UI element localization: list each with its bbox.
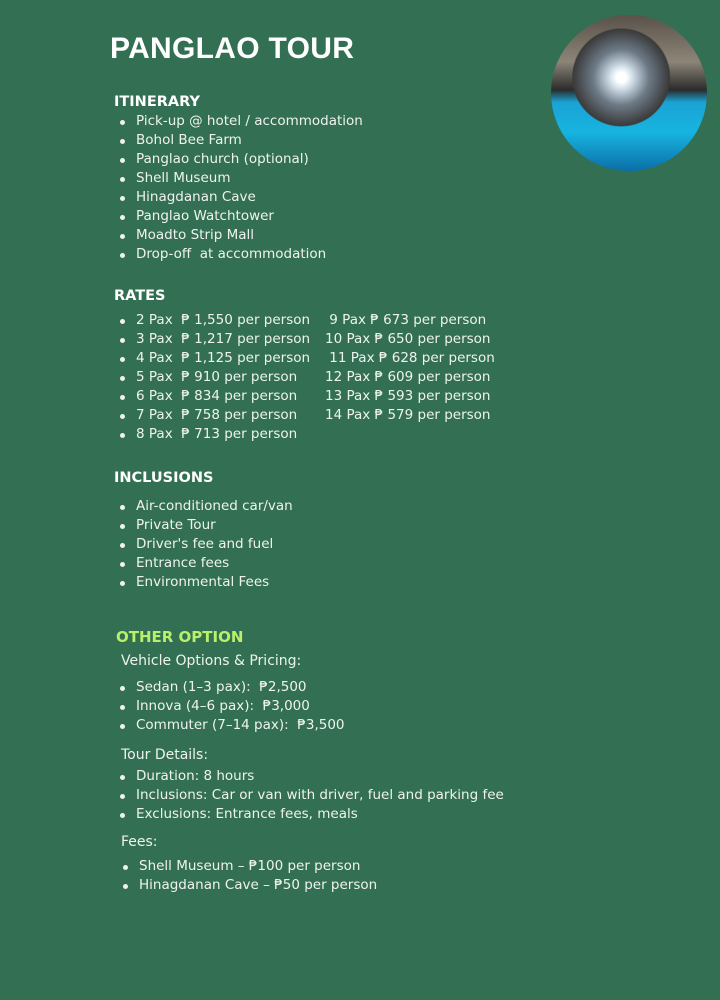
rates-list-left [112, 311, 310, 444]
list-item: 5 Pax ₱ 910 per person [112, 368, 310, 387]
list-item: Air-conditioned car/van [112, 497, 293, 516]
list-item: Duration: 8 hours [112, 767, 504, 786]
list-item: Commuter (7–14 pax): ₱3,500 [112, 716, 345, 735]
list-item: Shell Museum [112, 169, 363, 188]
list-item: Shell Museum – ₱100 per person [115, 857, 377, 876]
list-item: Sedan (1–3 pax): ₱2,500 [112, 678, 345, 697]
list-item: 13 Pax ₱ 593 per person [325, 388, 491, 404]
rates-list-right [309, 311, 495, 425]
itinerary-heading: ITINERARY [114, 94, 200, 110]
cave-photo [551, 15, 707, 171]
fees-label: Fees: [121, 834, 158, 850]
list-item: 8 Pax ₱ 713 per person [112, 425, 310, 444]
list-item: 9 Pax ₱ 673 per person [325, 312, 487, 328]
list-item: Inclusions: Car or van with driver, fuel and parking fee [112, 786, 504, 805]
list-item: Hinagdanan Cave [112, 188, 363, 207]
list-item: Environmental Fees [112, 573, 293, 592]
list-item: Innova (4–6 pax): ₱3,000 [112, 697, 345, 716]
page-title: PANGLAO TOUR [110, 32, 355, 65]
list-item: 4 Pax ₱ 1,125 per person [112, 349, 310, 368]
list-item: Exclusions: Entrance fees, meals [112, 805, 504, 824]
list-item: Entrance fees [112, 554, 293, 573]
other-option-section [116, 628, 243, 646]
rates-heading: RATES [114, 288, 166, 304]
itinerary-section [114, 94, 363, 264]
itinerary-list [112, 112, 363, 264]
inclusions-list [112, 497, 293, 592]
list-item: 10 Pax ₱ 650 per person [325, 331, 491, 347]
list-item: 2 Pax ₱ 1,550 per person [112, 311, 310, 330]
tour-details-list [112, 767, 504, 824]
rates-section [114, 288, 166, 304]
vehicle-list [112, 678, 345, 735]
inclusions-section [114, 470, 213, 486]
other-option-heading: OTHER OPTION [116, 628, 244, 646]
list-item: Private Tour [112, 516, 293, 535]
list-item: Drop-off at accommodation [112, 245, 363, 264]
vehicle-options-label: Vehicle Options & Pricing: [121, 653, 302, 669]
list-item: Panglao church (optional) [112, 150, 363, 169]
list-item: Panglao Watchtower [112, 207, 363, 226]
list-item: 3 Pax ₱ 1,217 per person [112, 330, 310, 349]
list-item: 7 Pax ₱ 758 per person [112, 406, 310, 425]
list-item: 14 Pax ₱ 579 per person [325, 407, 491, 423]
inclusions-heading: INCLUSIONS [114, 470, 214, 486]
fees-list [115, 857, 377, 895]
list-item: Hinagdanan Cave – ₱50 per person [115, 876, 377, 895]
list-item: Pick-up @ hotel / accommodation [112, 112, 363, 131]
list-item: 6 Pax ₱ 834 per person [112, 387, 310, 406]
list-item: 11 Pax ₱ 628 per person [325, 350, 495, 366]
list-item: Bohol Bee Farm [112, 131, 363, 150]
list-item: Driver's fee and fuel [112, 535, 293, 554]
tour-details-label: Tour Details: [121, 747, 209, 763]
list-item: Moadto Strip Mall [112, 226, 363, 245]
list-item: 12 Pax ₱ 609 per person [325, 369, 491, 385]
